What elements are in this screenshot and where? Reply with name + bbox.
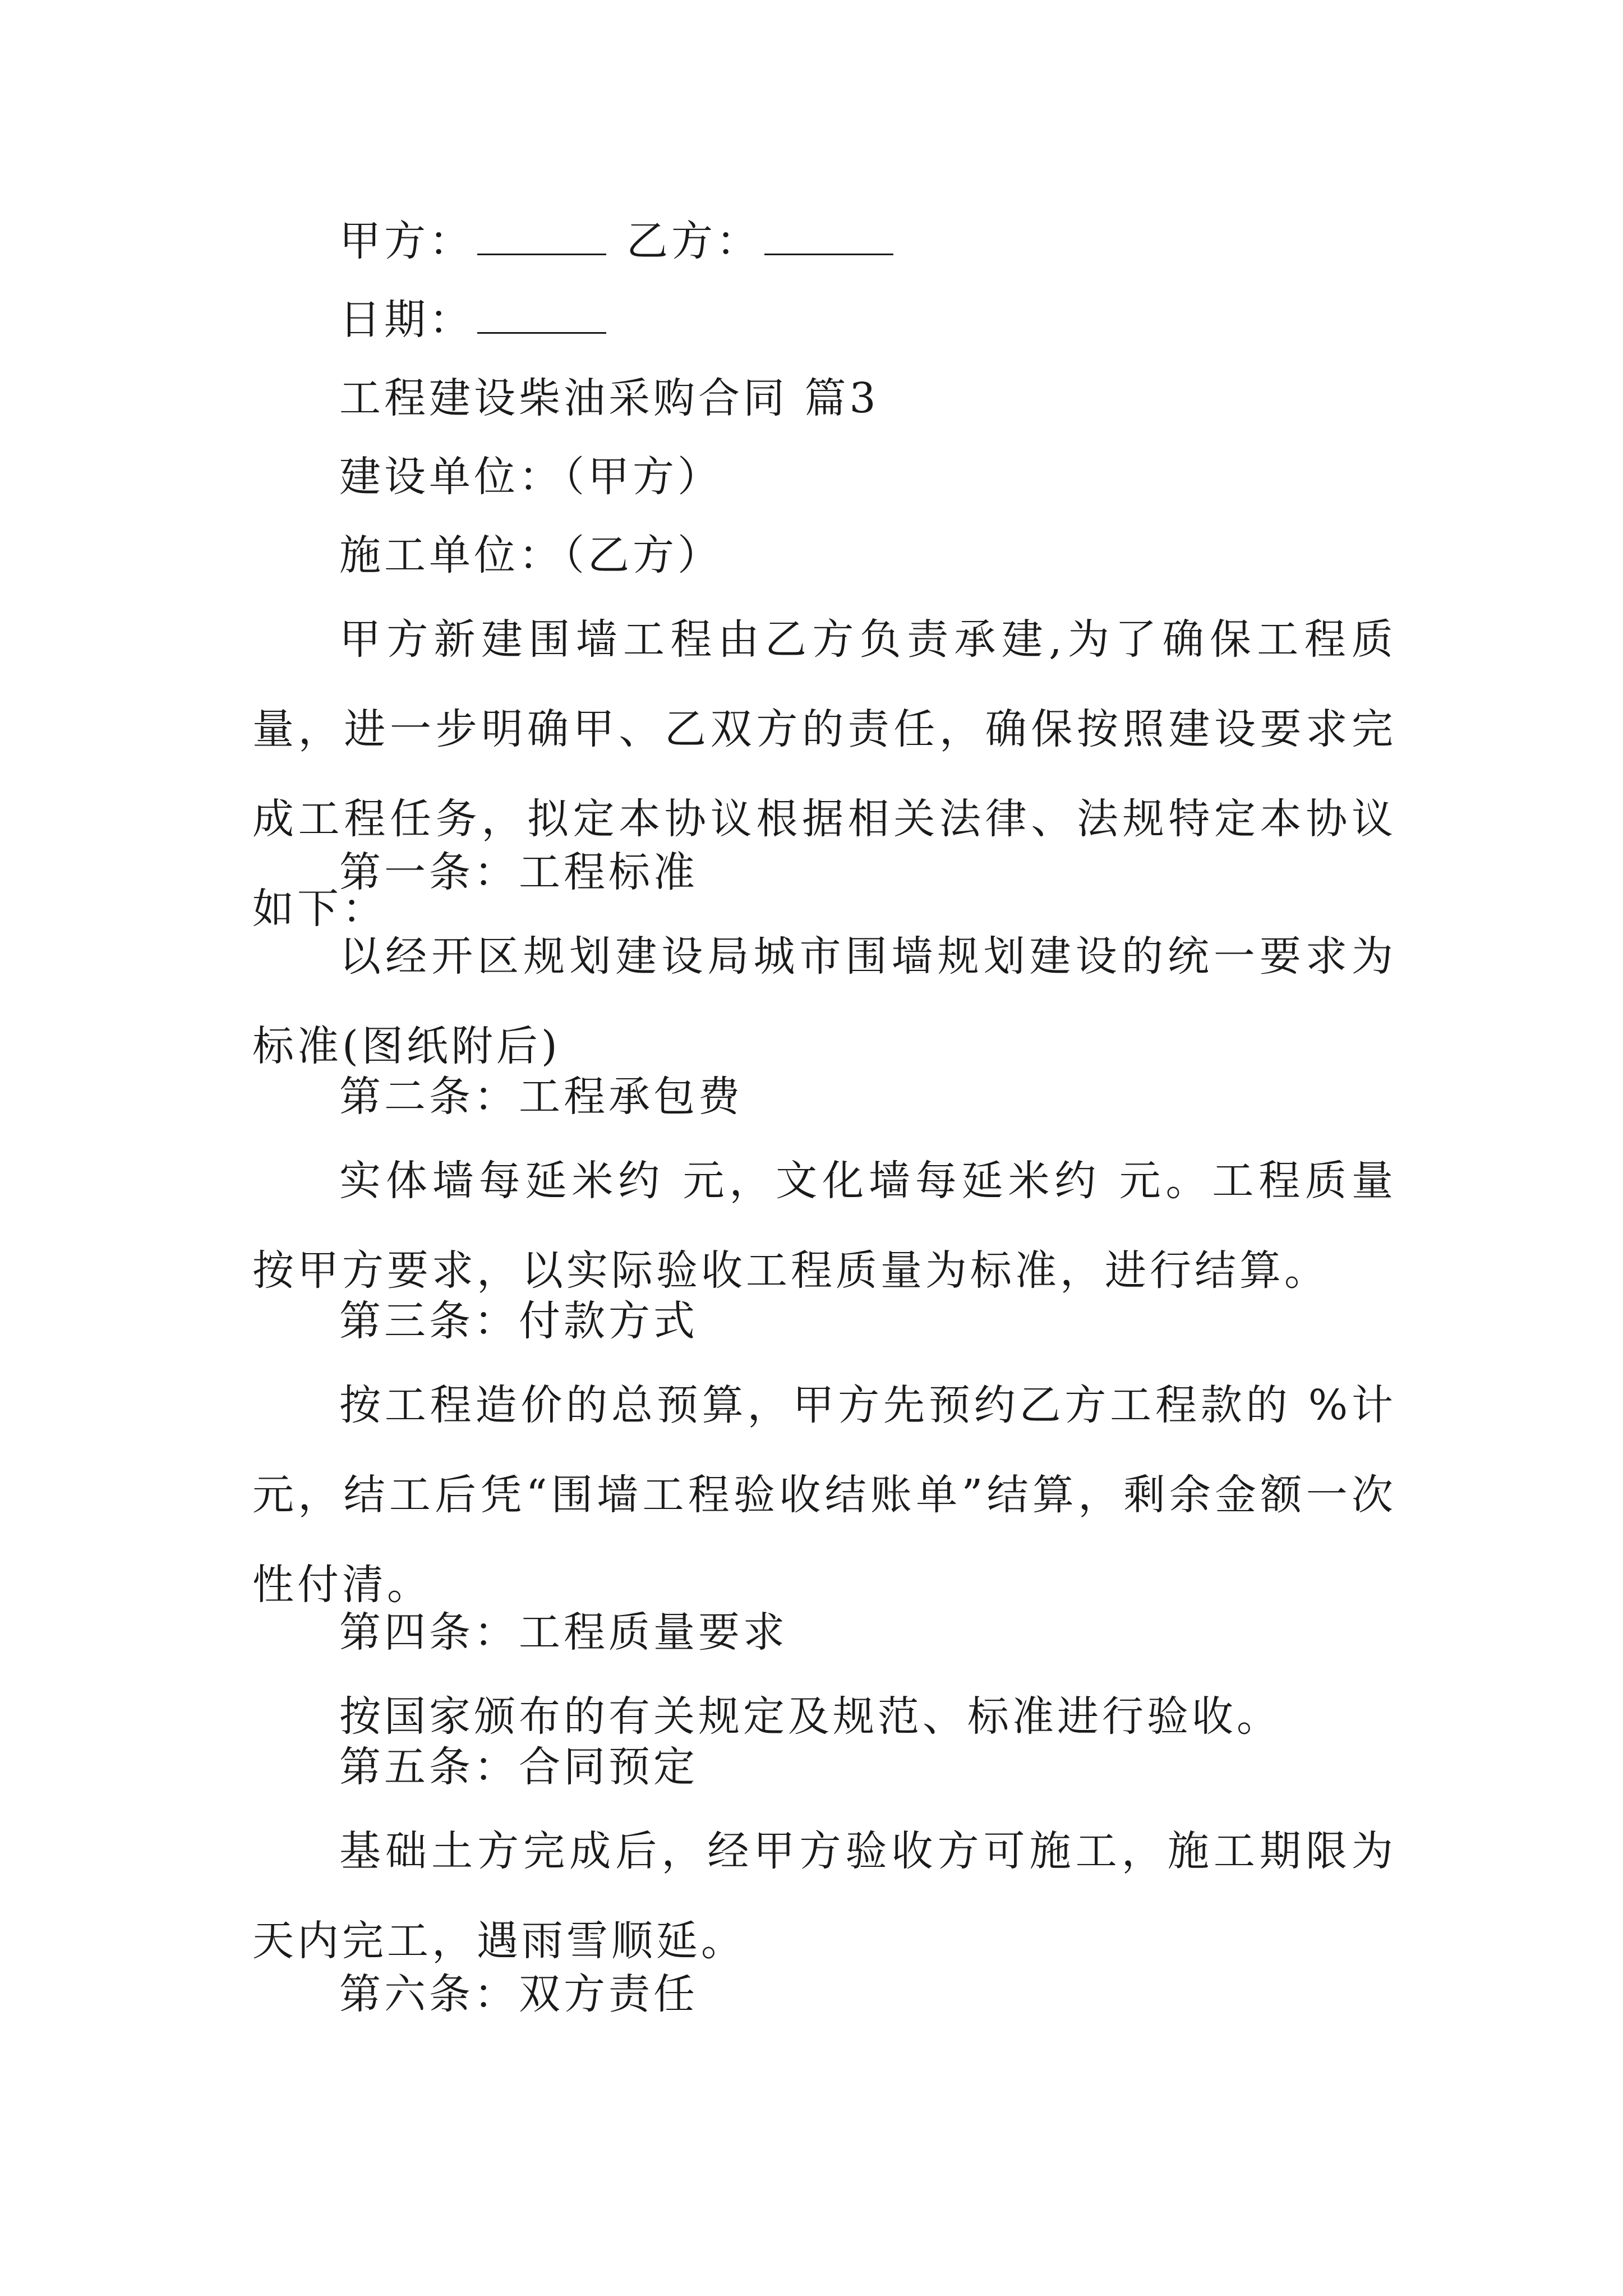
date-blank bbox=[477, 293, 606, 334]
date-label: 日期： bbox=[339, 296, 474, 344]
article-5-heading: 第五条：合同预定 bbox=[339, 1743, 698, 1791]
party-a-blank bbox=[477, 214, 606, 255]
article-4-body: 按国家颁布的有关规定及规范、标准进行验收。 bbox=[339, 1692, 1281, 1741]
article-3-heading: 第三条：付款方式 bbox=[339, 1297, 698, 1345]
article-3-body: 按工程造价的总预算，甲方先预约乙方工程款的 %计元，结工后凭“围墙工程验收结账单”结算，剩余金额一次性付清。 bbox=[252, 1381, 1396, 1609]
builder-line: 建设单位：（甲方） bbox=[339, 453, 722, 501]
article-5-body: 基础土方完成后，经甲方验收方可施工，施工期限为天内完工，遇雨雪顺延。 bbox=[252, 1827, 1396, 1965]
party-b-blank bbox=[764, 214, 893, 255]
contractor-line: 施工单位：（乙方） bbox=[339, 531, 722, 579]
signature-parties-line bbox=[339, 213, 1396, 269]
article-6-heading: 第六条：双方责任 bbox=[339, 1970, 698, 2018]
article-2-body: 实体墙每延米约 元，文化墙每延米约 元。工程质量按甲方要求，以实际验收工程质量为标准，进行结算。 bbox=[252, 1157, 1396, 1295]
article-2-heading: 第二条：工程承包费 bbox=[339, 1073, 743, 1121]
signature-date-line bbox=[339, 292, 1396, 348]
article-1-heading: 第一条：工程标准 bbox=[339, 848, 698, 896]
article-1-body: 以经开区规划建设局城市围墙规划建设的统一要求为标准(图纸附后) bbox=[252, 932, 1396, 1070]
intro-paragraph: 甲方新建围墙工程由乙方负责承建,为了确保工程质量，进一步明确甲、乙双方的责任，确保按照建设要求完成工程任务，拟定本协议根据相关法律、法规特定本协议如下： bbox=[252, 615, 1396, 933]
party-a-label: 甲方： bbox=[339, 217, 474, 265]
document-title: 工程建设柴油采购合同 篇3 bbox=[339, 374, 879, 422]
article-4-heading: 第四条：工程质量要求 bbox=[339, 1608, 788, 1657]
party-b-label: 乙方： bbox=[626, 217, 761, 265]
